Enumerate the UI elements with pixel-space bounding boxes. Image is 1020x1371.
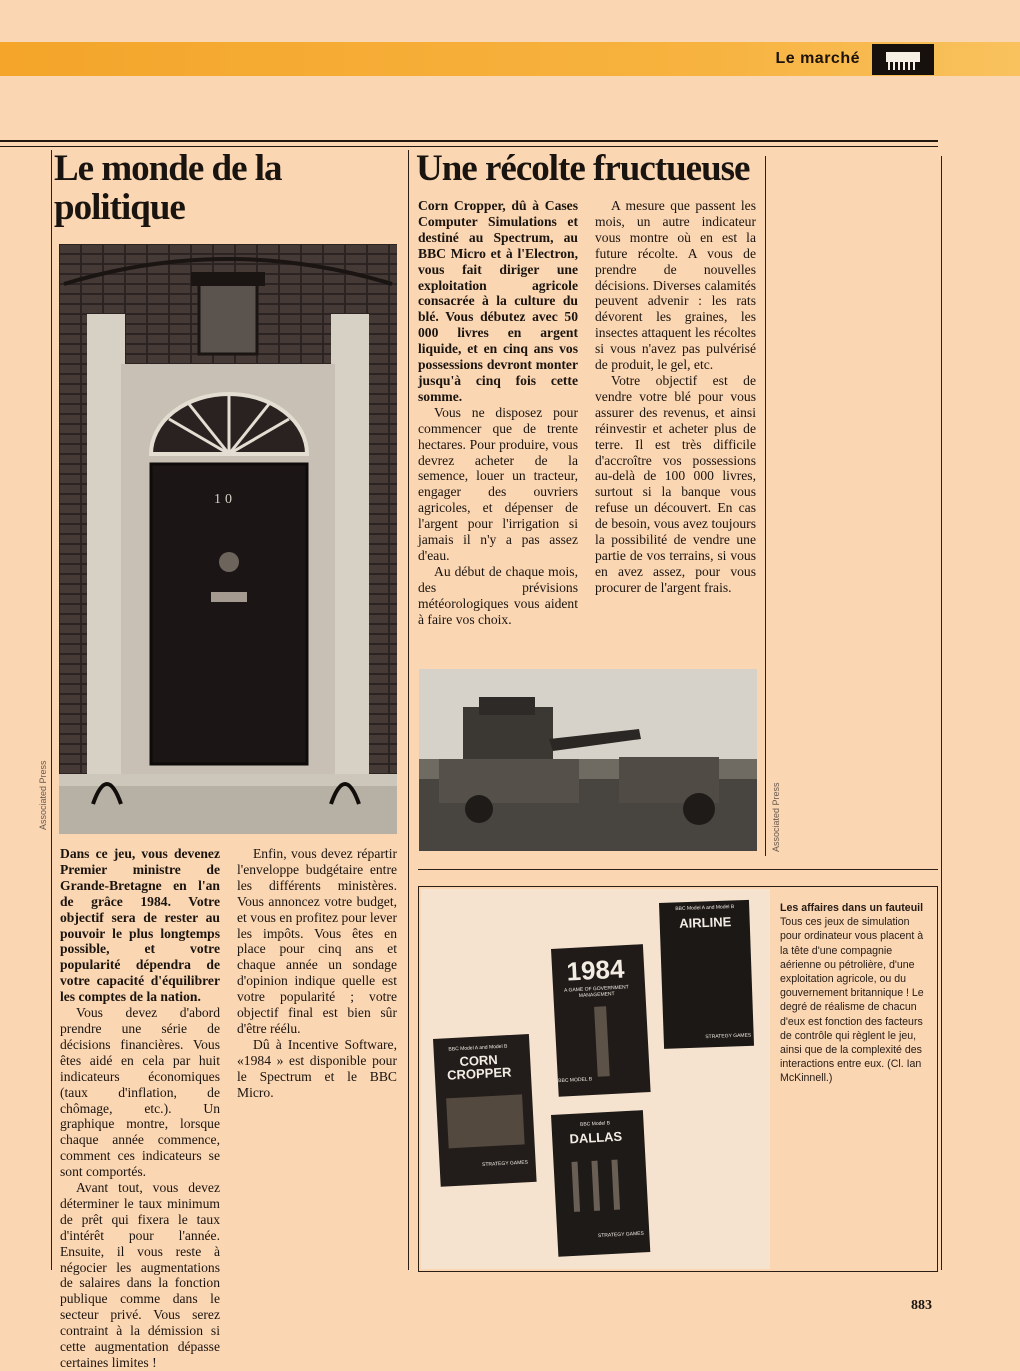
game-box-1984: 1984 A GAME OF GOVERNMENT MANAGEMENT BBC MODEL B <box>558 953 629 1085</box>
column-rule <box>51 150 52 1270</box>
caption-text: Tous ces jeux de simulation pour ordinateur vous placent à la tête d'une compagnie aérienne ou pétrolière, d'une exploitation agricole, ou du gouvernement britannique ! Le degré de réalisme de chacun d'eux est fonction des facteurs de contrôle qui règlent le jeu, ainsi que de la complexité des interactions entre eux. (Cl. Ian McKinnell.) <box>780 916 924 1085</box>
boxout-caption <box>780 901 926 1086</box>
paragraph: Votre objectif est de vendre votre blé pour vous assurer des revenus, et ainsi réinvestir et acheter plus de terre. Il est très difficile d'accroître vos possessions au-delà de 100 000 livres, surtout si la banque vous refuse un découvert. En cas de besoin, vous avez toujours la possibilité de vendre une partie de vos terrains, si vous en avez assez, pour vous procurer de l'argent frais. <box>595 372 756 595</box>
page-number: 883 <box>911 1298 932 1313</box>
caption-title: Les affaires dans un fauteuil <box>780 902 924 914</box>
game-box-airline: BBC Model A and Model B AIRLINE STRATEGY GAMES <box>675 904 752 1041</box>
article2-column-left <box>418 198 578 627</box>
paragraph: Enfin, vous devez répartir l'enveloppe budgétaire entre les différents ministères. Vous annoncez votre budget, et vous en profitez pour lever les impôts. Vous êtes en place pour cinq ans et chaque année un sondage d'opinion indique quelle est votre popularité ; votre objectif final est bien sûr d'être réélu. <box>237 846 397 1036</box>
section-label: Le marché <box>775 50 860 67</box>
paragraph: Avant tout, vous devez déterminer le taux minimum de prêt qui fixera le taux d'intérêt pour l'année. Ensuite, il vous reste à négocier les augmentations de salaires dans la fonction publique comme dans le secteur privé. Vous serez contraint à la démission si cette augmentation dépasse certaines limites ! <box>60 1180 220 1370</box>
lead-paragraph: Dans ce jeu, vous devenez Premier ministre de Grande-Bretagne en l'an de grâce 1984. Votre objectif sera de rester au pouvoir le plus longtemps possible, et votre popularité dépendra de votre capacité d'équilibrer les comptes de la nation. <box>60 846 220 1005</box>
article1-column-right <box>237 846 397 1101</box>
column-rule <box>408 150 409 1270</box>
harvester-photo <box>419 669 757 851</box>
column-rule <box>941 156 942 1270</box>
game-packages-photo <box>421 889 770 1269</box>
photo-credit: Associated Press <box>771 782 781 852</box>
paragraph: Vous ne disposez pour commencer que de trente hectares. Pour produire, vous devrez acheter de la semence, louer un tracteur, engager des ouvriers agricoles, et dépenser de l'argent pour l'irrigation si jamais il n'y a pas assez d'eau. <box>418 404 578 563</box>
game-box-corn-cropper: BBC Model A and Model B CORN CROPPER STRATEGY GAMES <box>446 1043 529 1169</box>
door-number: 10 <box>214 492 236 507</box>
photo-credit: Associated Press <box>38 760 48 830</box>
column-rule <box>765 156 766 856</box>
paragraph: Au début de chaque mois, des prévisions météorologiques vous aident à faire vos choix. <box>418 563 578 627</box>
lead-paragraph: Corn Cropper, dû à Cases Computer Simulations et destiné au Spectrum, au BBC Micro et à l'Electron, vous fait diriger une exploitation agricole consacrée à la culture du blé. Vous débutez avec 50 000 livres en argent liquide, et en cinq ans vos possessions devront monter jusqu'à cinq fois cette somme. <box>418 198 578 404</box>
paragraph: A mesure que passent les mois, un autre indicateur vous montre où en est la future récolte. A vous de prendre de nouvelles décisions. Diverses calamités peuvent advenir : les rats dévorent les graines, les insectes attaquent les récoltes si vous n'avez pas pulvérisé de produit, le gel, etc. <box>595 198 756 373</box>
microchip-icon <box>872 44 934 75</box>
section-band <box>0 42 1020 76</box>
game-box-dallas: BBC Model B DALLAS STRATEGY GAMES <box>569 1120 645 1240</box>
paragraph: Dû à Incentive Software, «1984 » est disponible pour le Spectrum et le BBC Micro. <box>237 1036 397 1100</box>
door-photo <box>59 244 397 834</box>
article-title: Une récolte fructueuse <box>416 148 750 189</box>
article-title: Le monde de la politique <box>54 148 282 228</box>
separator-rule <box>418 869 938 870</box>
top-rule <box>0 140 938 142</box>
top-rule-thin <box>0 146 938 147</box>
article1-column-left <box>60 846 220 1370</box>
paragraph: Vous devez d'abord prendre une série de décisions financières. Vous êtes aidé en cela par huit indicateurs économiques (taux d'inflation, de chômage, etc.). Un graphique montre, lorsque chaque année commence, comment ces indicateurs se sont comportés. <box>60 1005 220 1180</box>
article2-column-right <box>595 198 756 596</box>
